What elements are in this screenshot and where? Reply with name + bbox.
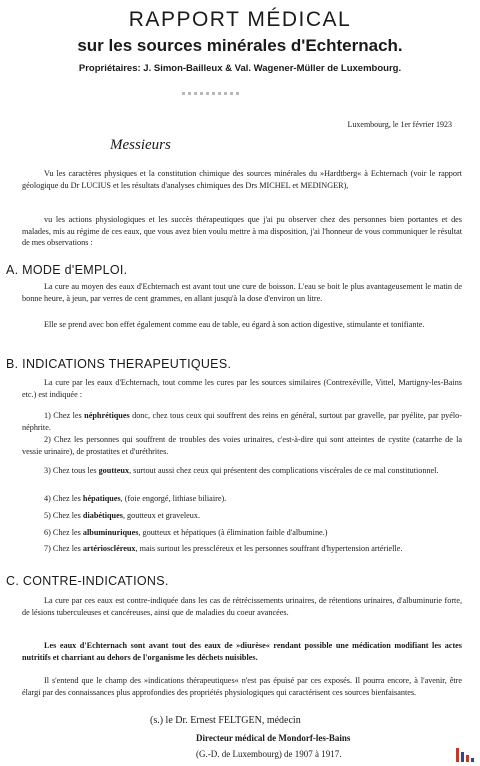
print-smudge [182,92,240,95]
owners-line: Propriétaires: J. Simon-Bailleux & Val. Wagener-Müller de Luxembourg. [78,63,402,74]
signature-name: (s.) le Dr. Ernest FELTGEN, médecin [150,715,301,726]
salutation: Messieurs [110,137,171,153]
indication-item: 7) Chez les artérioscléreux, mais surtout les presscléreux et les personnes souffrant d'hypertension artérielle. [44,544,403,553]
section-a-paragraph-1: La cure au moyen des eaux d'Echternach est avant tout une cure de boisson. L'eau se boit le plus avantageusement le matin de bonne heure, à jeun, par verres de cent grammes, en allant jusqu'à la dose d'environ un litre. [22,282,462,303]
section-a-heading: A. MODE d'EMPLOI. [6,263,128,277]
indication-item: 4) Chez les hépatiques, (foie engorgé, lithiase biliaire). [44,494,227,503]
publisher-logo-icon [456,748,474,762]
indication-item: 1) Chez les néphrétiques donc, chez tous ceux qui souffrent des reins en général, surtout par gravelle, par pyélite, par pyélo-néphrite. [22,411,462,432]
signature-title: Directeur médical de Mondorf-les-Bains [196,733,351,743]
date-line: Luxembourg, le 1er février 1923 [347,120,452,129]
indication-item: 6) Chez les albuminuriques, goutteux et hépatiques (à élimination faible d'albumine.) [44,528,328,537]
section-c-paragraph-2: Les eaux d'Echternach sont avant tout des eaux de »diurèse« rendant possible une médication modifiant les actes nutritifs et charriant au dehors de l'organisme les déchets nuisibles. [22,641,462,662]
intro-paragraph-2: vu les actions physiologiques et les succès thérapeutiques que j'ai pu observer chez des personnes bien portantes et des malades, mis au régime de ces eaux, que vous avez bien voulu mettre à ma disposition, j'ai l'honneur de vous communiquer le résultat de mes observations : [22,215,462,248]
intro-paragraph-1: Vu les caractères physiques et la constitution chimique des sources minérales du »Hardtberg« à Echternach (voir le rapport géologique du Dr LUCIUS et les résultats d'analyses chimiques des Drs MICHEL et MEDINGER), [22,169,462,190]
section-b-intro: La cure par les eaux d'Echternach, tout comme les cures par les sources similaires (Contrexéville, Vittel, Martigny-les-Bains etc.) est indiquée : [22,378,462,399]
report-subtitle: sur les sources minérales d'Echternach. [77,36,403,55]
indication-item: 3) Chez tous les goutteux, surtout aussi chez ceux qui présentent des complications viscérales de ce mal constitutionnel. [44,466,439,475]
section-b-heading: B. INDICATIONS THERAPEUTIQUES. [6,357,232,371]
indication-item: 5) Chez les diabétiques, goutteux et graveleux. [44,511,201,520]
section-c-paragraph-3: Il s'entend que le champ des »indications thérapeutiques« n'est pas épuisé par ces exposés. Il pourra encore, à l'avenir, être élargi par des connaissances plus approfondies des propriétés physiologiques qui caractérisent ces sources bienfaisantes. [22,676,462,697]
signature-place: (G.-D. de Luxembourg) de 1907 à 1917. [196,749,342,759]
section-c-paragraph-1: La cure par ces eaux est contre-indiquée dans les cas de rétrécissements urinaires, de rétentions urinaires, d'albuminurie forte, de lésions tuberculeuses et cancéreuses, ainsi que de maladies du coeur avancées. [22,596,462,617]
report-title: RAPPORT MÉDICAL [128,8,352,31]
indication-item: 2) Chez les personnes qui souffrent de troubles des voies urinaires, c'est-à-dire qui sont atteintes de cystite (catarrhe de la vessie urinaire), de prostatites et d'uréthrites. [22,435,462,456]
section-a-paragraph-2: Elle se prend avec bon effet également comme eau de table, eu égard à son action digestive, stimulante et tonifiante. [44,320,425,329]
section-c-heading: C. CONTRE-INDICATIONS. [6,574,169,588]
